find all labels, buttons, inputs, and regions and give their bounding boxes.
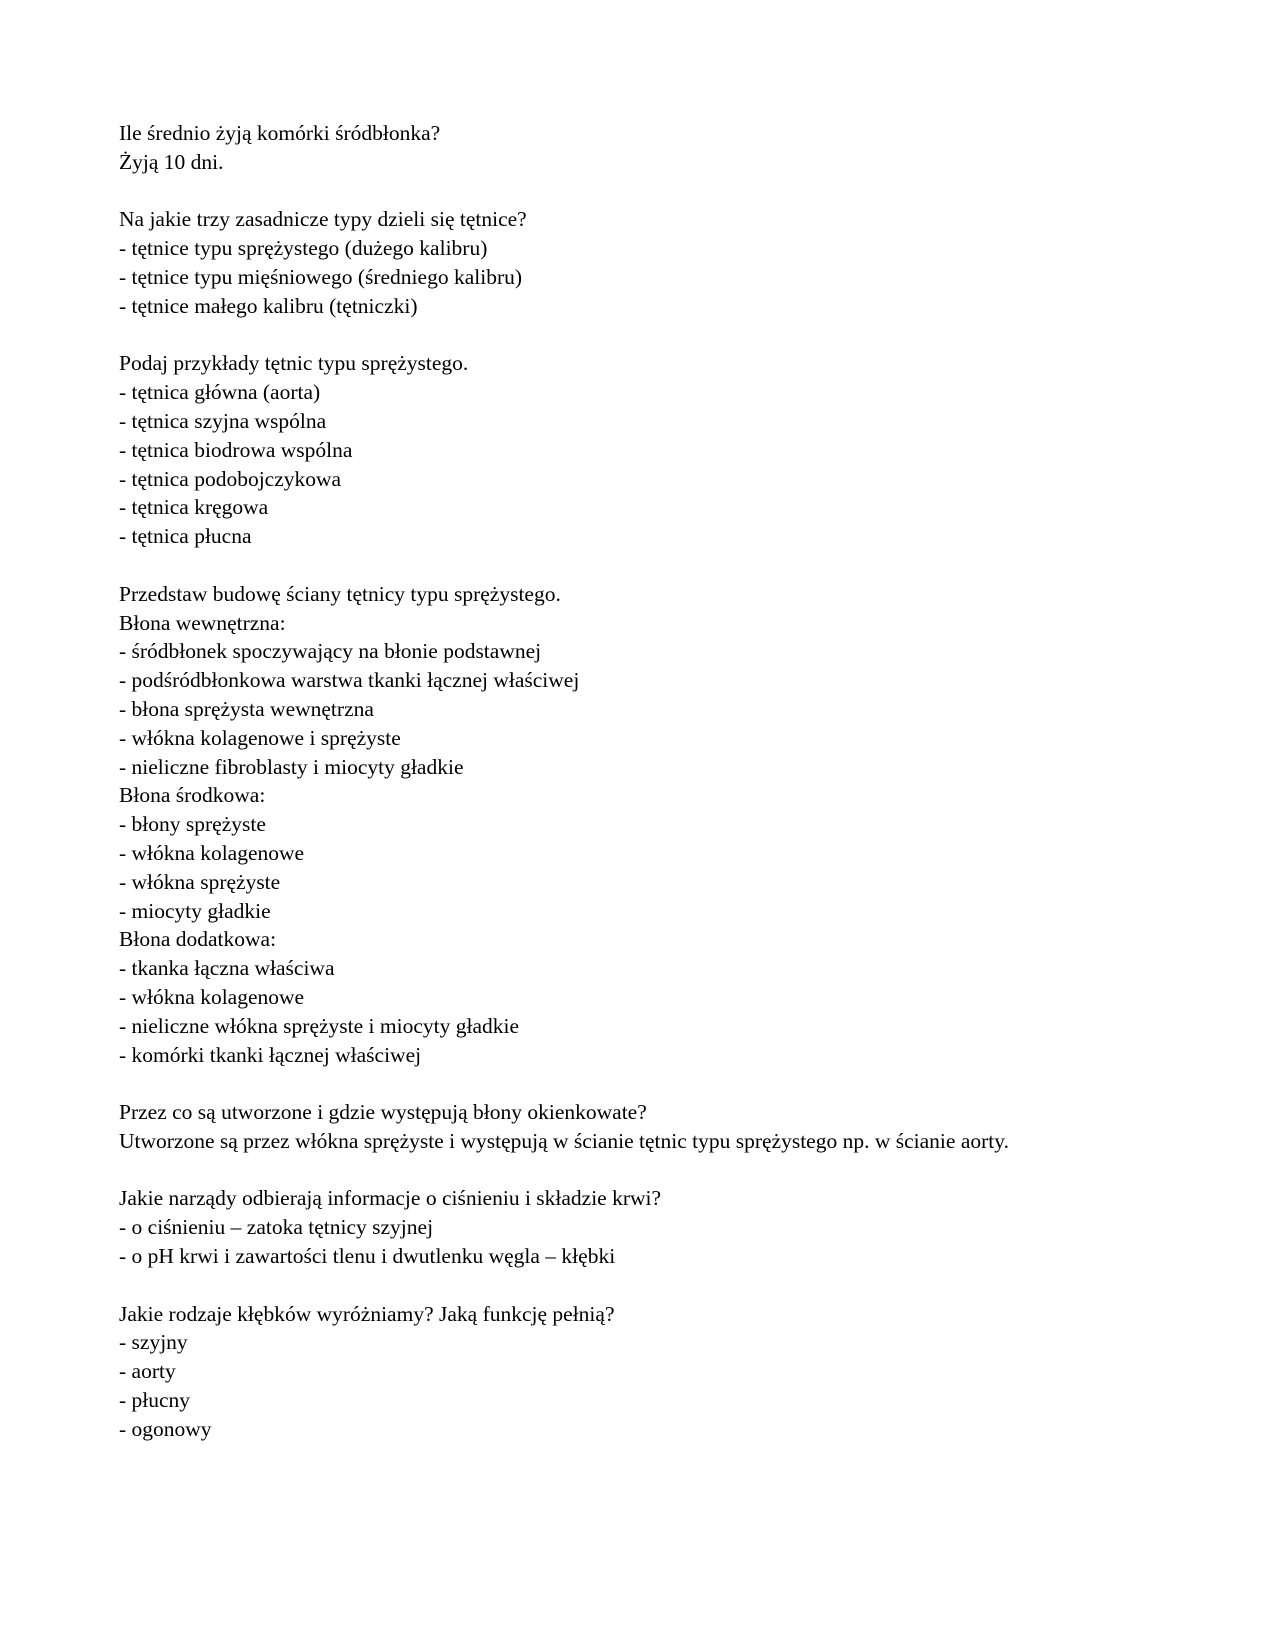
- answer-line: - o pH krwi i zawartości tlenu i dwutlenku węgla – kłębki: [119, 1244, 616, 1269]
- qa-block: [119, 580, 1199, 1070]
- qa-block: [119, 205, 1199, 320]
- answer-line: - tętnica kręgowa: [119, 495, 269, 520]
- answer-line: - włókna kolagenowe: [119, 984, 305, 1009]
- answer-line: - miocyty gładkie: [119, 898, 271, 923]
- document-body: [119, 119, 1199, 1472]
- answer-line: - tkanka łączna właściwa: [119, 956, 335, 981]
- answer-line: Utworzone są przez włókna sprężyste i występują w ścianie tętnic typu sprężystego np. w ścianie aorty.: [119, 1128, 1009, 1153]
- qa-block: [119, 119, 1199, 177]
- answer-line: - tętnice małego kalibru (tętniczki): [119, 293, 418, 318]
- qa-block: [119, 1184, 1199, 1270]
- answer-line: - tętnica biodrowa wspólna: [119, 437, 353, 462]
- answer-line: - błona sprężysta wewnętrzna: [119, 696, 374, 721]
- answer-line: - szyjny: [119, 1330, 188, 1355]
- answer-line: - tętnice typu mięśniowego (średniego kalibru): [119, 264, 523, 289]
- answer-line: - o ciśnieniu – zatoka tętnicy szyjnej: [119, 1215, 434, 1240]
- answer-line: - włókna kolagenowe i sprężyste: [119, 725, 401, 750]
- question-text: Ile średnio żyją komórki śródbłonka?: [119, 121, 441, 145]
- answer-line: - śródbłonek spoczywający na błonie podstawnej: [119, 639, 542, 664]
- answer-line: - płucny: [119, 1388, 191, 1413]
- answer-line: - ogonowy: [119, 1416, 212, 1441]
- question-text: Przedstaw budowę ściany tętnicy typu sprężystego.: [119, 581, 561, 606]
- answer-line: - nieliczne fibroblasty i miocyty gładkie: [119, 754, 464, 779]
- qa-block: [119, 1098, 1199, 1156]
- answer-line: - podśródbłonkowa warstwa tkanki łącznej właściwej: [119, 668, 580, 693]
- answer-line: - włókna kolagenowe: [119, 840, 305, 865]
- question-text: Podaj przykłady tętnic typu sprężystego.: [119, 351, 469, 376]
- answer-line: - tętnica podobojczykowa: [119, 466, 342, 491]
- qa-block: [119, 1300, 1199, 1444]
- answer-line: Żyją 10 dni.: [119, 149, 224, 174]
- answer-line: Błona środkowa:: [119, 783, 266, 808]
- answer-line: Błona wewnętrzna:: [119, 610, 286, 635]
- question-text: Jakie narządy odbierają informacje o ciśnieniu i składzie krwi?: [119, 1186, 662, 1211]
- answer-line: - aorty: [119, 1359, 176, 1384]
- answer-line: Błona dodatkowa:: [119, 927, 277, 952]
- answer-line: - nieliczne włókna sprężyste i miocyty gładkie: [119, 1013, 520, 1038]
- qa-block: [119, 349, 1199, 551]
- question-text: Przez co są utworzone i gdzie występują błony okienkowate?: [119, 1100, 647, 1125]
- answer-line: - tętnice typu sprężystego (dużego kalibru): [119, 236, 488, 261]
- answer-line: - tętnica szyjna wspólna: [119, 408, 327, 433]
- question-text: Na jakie trzy zasadnicze typy dzieli się tętnice?: [119, 207, 527, 232]
- answer-line: - tętnica główna (aorta): [119, 380, 321, 405]
- question-text: Jakie rodzaje kłębków wyróżniamy? Jaką funkcję pełnią?: [119, 1301, 615, 1326]
- answer-line: - tętnica płucna: [119, 524, 252, 549]
- answer-line: - błony sprężyste: [119, 812, 266, 837]
- answer-line: - komórki tkanki łącznej właściwej: [119, 1042, 422, 1067]
- answer-line: - włókna sprężyste: [119, 869, 281, 894]
